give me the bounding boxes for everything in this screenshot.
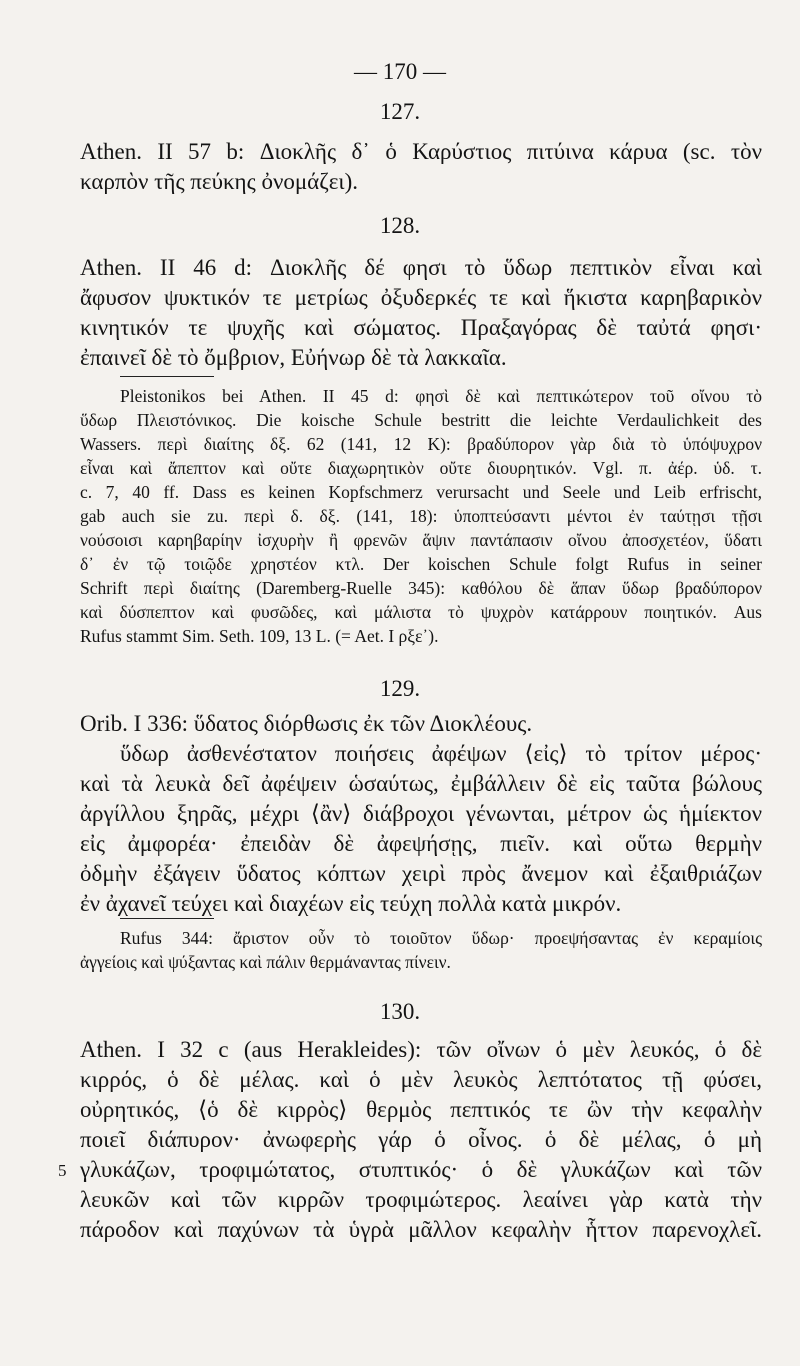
note-line: c. 7, 40 ff. Dass es keinen Kopfschmerz verursacht und Seele und Leib erfrischt, [80, 482, 762, 502]
section-heading-130: 130. [379, 999, 421, 1024]
note-line: εἶναι καὶ ἄπεπτον καὶ οὔτε διαχωρητικὸν οὔτε διουρητικόν. Vgl. π. ἀέρ. ὑδ. τ. [80, 458, 762, 478]
note-line: gab auch sie zu. περὶ δ. δξ. (141, 18): ὑποπτεύσαντι μέντοι ἐν ταύτῃσι τῇσι [80, 506, 762, 526]
note-separator [120, 376, 214, 377]
note-line: Schrift περὶ διαίτης (Daremberg-Ruelle 345): καθόλου δὲ ἅπαν ὕδωρ βραδύπορον [80, 578, 762, 598]
text-line: κιρρός, ὁ δὲ μέλας. καὶ ὁ μὲν λευκὸς λεπτότατος τῇ φύσει, [80, 1067, 762, 1092]
text-line: ἐν ἀχανεῖ τεύχει καὶ διαχέων εἰς τεύχη πολλὰ κατὰ μικρόν. [80, 891, 622, 916]
text-line: εἰς ἀμφορέα· ἐπειδὰν δὲ ἀφεψήσῃς, πιεῖν. καὶ οὕτω θερμὴν [80, 831, 762, 856]
note-line: ὕδωρ Πλειστόνικος. Die koische Schule bestritt die leichte Verdaulichkeit des [80, 410, 762, 430]
note-line: Pleistonikos bei Athen. II 45 d: φησὶ δὲ καὶ πεπτικώτερον τοῦ οἴνου τὸ [120, 386, 762, 406]
section-heading-128: 128. [379, 213, 421, 238]
text-line: ποιεῖ διάπυρον· ἀνωφερὴς γάρ ὁ οἶνος. ὁ δὲ μέλας, ὁ μὴ [80, 1127, 762, 1152]
section-heading-127: 127. [379, 99, 421, 124]
text-line: κινητικόν τε ψυχῆς καὶ σώματος. Πραξαγόρας δὲ ταὐτά φησι· [80, 315, 762, 340]
note-line: Rufus 344: ἄριστον οὖν τὸ τοιοῦτον ὕδωρ· προεψήσαντας ἐν κεραμίοις [120, 928, 762, 948]
text-line: καρπὸν τῆς πεύκης ὀνομάζει). [80, 169, 358, 194]
note-separator [120, 918, 214, 919]
text-line: γλυκάζων, τροφιμώτατος, στυπτικός· ὁ δὲ γλυκάζων καὶ τῶν [80, 1157, 762, 1182]
text-line: ὕδωρ ἀσθενέστατον ποιήσεις ἀφέψων ⟨εἰς⟩ τὸ τρίτον μέρος· [120, 741, 762, 766]
text-line: ὀδμὴν ἐξάγειν ὕδατος κόπτων χειρὶ πρὸς ἄνεμον καὶ ἐξαιθριάζων [80, 861, 762, 886]
text-line: Athen. II 46 d: Διοκλῆς δέ φησι τὸ ὕδωρ πεπτικὸν εἶναι καὶ [80, 255, 762, 280]
line-number: 5 [58, 1161, 67, 1180]
section-heading-129: 129. [379, 676, 421, 701]
note-line: Wassers. περὶ διαίτης δξ. 62 (141, 12 K): βραδύπορον γὰρ διὰ τὸ ὑπόψυχρον [80, 434, 762, 454]
text-line: ἀργίλλου ξηρᾶς, μέχρι ⟨ἂν⟩ διάβροχοι γένωνται, μέτρον ὡς ἡμίεκτον [80, 801, 762, 826]
text-line: πάροδον καὶ παχύνων τὰ ὑγρὰ μᾶλλον κεφαλὴν ἧττον παρενοχλεῖ. [80, 1217, 762, 1242]
text-line: Orib. I 336: ὕδατος διόρθωσις ἐκ τῶν Διοκλέους. [80, 711, 533, 736]
text-line: οὐρητικός, ⟨ὁ δὲ κιρρὸς⟩ θερμὸς πεπτικός τε ὢν τὴν κεφαλὴν [80, 1097, 762, 1122]
text-line: καὶ τὰ λευκὰ δεῖ ἀφέψειν ὡσαύτως, ἐμβάλλειν δὲ εἰς ταῦτα βώλους [80, 771, 762, 796]
note-line: Rufus stammt Sim. Seth. 109, 13 L. (= Aet. I ρξε᾽). [80, 626, 439, 646]
text-line: ἐπαινεῖ δὲ τὸ ὄμβριον, Εὐήνωρ δὲ τὰ λακκαῖα. [80, 345, 507, 370]
note-line: ἀγγείοις καὶ ψύξαντας καὶ πάλιν θερμάναντας πίνειν. [80, 952, 451, 972]
page-number: — 170 — [354, 59, 446, 84]
text-line: Athen. I 32 c (aus Herakleides): τῶν οἴνων ὁ μὲν λευκός, ὁ δὲ [80, 1037, 762, 1062]
note-line: καὶ δύσπεπτον καὶ φυσῶδες, καὶ μάλιστα τὸ ψυχρὸν κατάρρουν ποιητικόν. Aus [80, 602, 762, 622]
text-line: ἄφυσον ψυκτικόν τε μετρίως ὀξυδερκές τε καὶ ἥκιστα καρηβαρικὸν [80, 285, 762, 310]
text-line: Athen. II 57 b: Διοκλῆς δ᾽ ὁ Καρύστιος πιτύινα κάρυα (sc. τὸν [80, 139, 762, 164]
note-line: δ᾽ ἐν τῷ τοιῷδε χρηστέον κτλ. Der koischen Schule folgt Rufus in seiner [80, 554, 762, 574]
note-line: νούσοισι καρηβαρίην ἰσχυρὴν ἢ φρενῶν ἅψιν παντάπασιν οἴνου ἀποσχετέον, ὕδατι [80, 530, 762, 550]
text-line: λευκῶν καὶ τῶν κιρρῶν τροφιμώτερος. λεαίνει γὰρ κατὰ τὴν [80, 1187, 762, 1212]
